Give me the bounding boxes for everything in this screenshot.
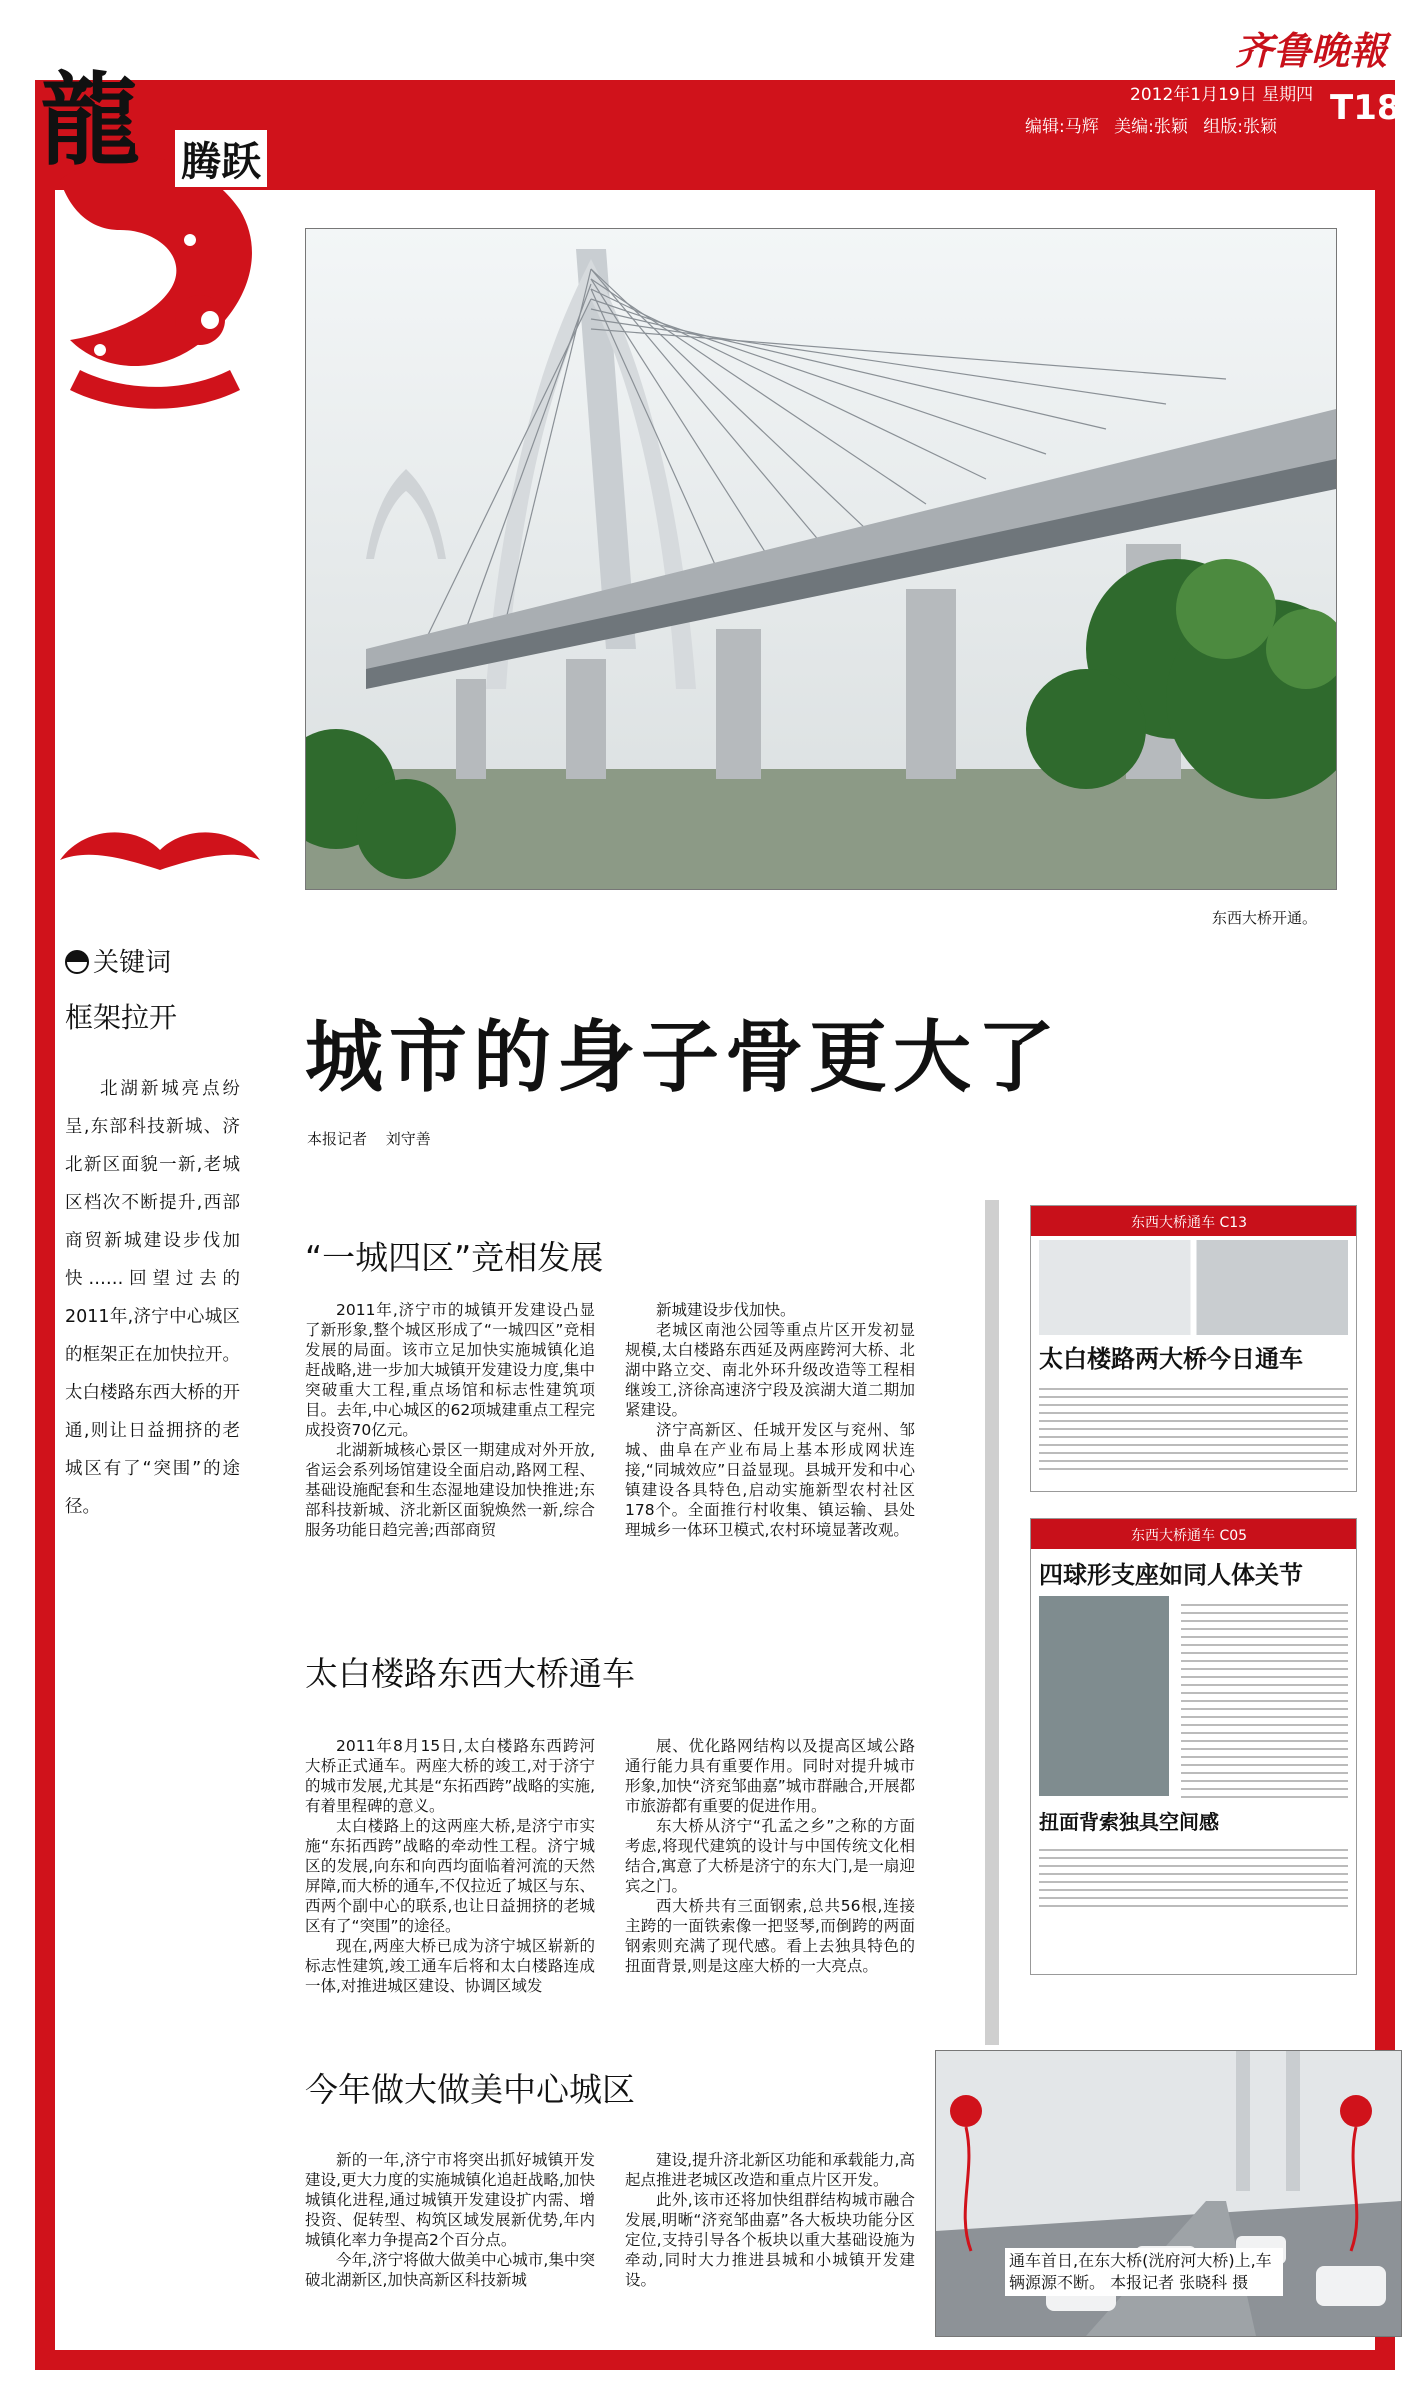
paragraph: 新城建设步伐加快。 — [656, 1301, 796, 1319]
column-divider — [985, 1200, 999, 2045]
section-2-column-2 — [625, 1736, 915, 1976]
section-2-column-1 — [305, 1736, 595, 1996]
traffic-photo-caption: 通车首日,在东大桥(洸府河大桥)上,车辆源源不断。 本报记者 张晓科 摄 — [1005, 2248, 1283, 2296]
thumbnail-photo — [1039, 1596, 1169, 1796]
section-3-column-2 — [625, 2150, 915, 2290]
thumbnail-text-block — [1181, 1598, 1348, 1798]
editor-credits: 编辑:马辉 美编:张颖 组版:张颖 — [1025, 117, 1277, 137]
masthead: 齐鲁晚報 — [1235, 28, 1388, 73]
keyword-dot-icon — [65, 950, 89, 974]
thumbnail-page: C13 — [1219, 1215, 1248, 1231]
paragraph: 太白楼路上的这两座大桥,是济宁市实施“东拓西跨”战略的牵动性工程。济宁城区的发展,向东和向西均面临着河流的天然屏障,而大桥的通车,不仅拉近了城区与东、西两个副中心的联系,也让日益拥挤的老城区有了“突围”的途径。 — [305, 1817, 595, 1935]
bridge-photo — [305, 228, 1337, 890]
frame-bottom-band — [35, 2350, 1395, 2370]
keyword-label-text: 关键词 — [93, 948, 172, 978]
paragraph: 北湖新城核心景区一期建成对外开放,省运会系列场馆建设全面启动,路网工程、基础设施配套和生态湿地建设加快推进;东部科技新城、济北新区面貌焕然一新,综合服务功能日趋完善;西部商贸 — [305, 1441, 595, 1539]
logo-word: 腾跃 — [175, 130, 267, 187]
paragraph: 东大桥从济宁“孔孟之乡”之称的方面考虑,将现代建筑的设计与中国传统文化相结合,寓意了大桥是济宁的东大门,是一扇迎宾之门。 — [625, 1817, 915, 1895]
thumbnail-band-text: 东西大桥通车 — [1131, 1215, 1215, 1231]
keyword-label — [65, 942, 171, 979]
section-1-column-2 — [625, 1300, 915, 1540]
section-title-3: 今年做大做美中心城区 — [305, 2070, 635, 2109]
sidebar-summary: 北湖新城亮点纷呈,东部科技新城、济北新区面貌一新,老城区档次不断提升,西部商贸新城建设步伐加快……回望过去的2011年,济宁中心城区的框架正在加快拉开。太白楼路东西大桥的开通,则让日益拥挤的老城区有了“突围”的途径。 — [65, 1079, 240, 1517]
thumbnail-text-block — [1039, 1382, 1348, 1472]
logo-character: 龍 — [40, 61, 140, 179]
thumbnail-band — [1031, 1206, 1356, 1236]
frame-right-band — [1375, 80, 1395, 2370]
thumbnail-text-block — [1039, 1843, 1348, 1913]
main-photo-caption: 东西大桥开通。 — [1212, 909, 1318, 927]
section-title-2: 太白楼路东西大桥通车 — [305, 1654, 635, 1693]
mustache-ornament — [55, 820, 265, 880]
paragraph: 2011年8月15日,太白楼路东西跨河大桥正式通车。两座大桥的竣工,对于济宁的城市发展,尤其是“东拓西跨”战略的实施,有着里程碑的意义。 — [305, 1737, 595, 1815]
paragraph: 此外,该市还将加快组群结构城市融合发展,明晰“济兖邹曲嘉”各大板块功能分区定位,支持引导各个板块以重大基础设施为牵动,同时大力推进县城和小城镇开发建设。 — [625, 2191, 915, 2289]
page-thumbnail-2[interactable] — [1030, 1518, 1357, 1975]
thumbnail-band-text: 东西大桥通车 — [1131, 1528, 1215, 1544]
issue-date: 2012年1月19日 星期四 — [1130, 85, 1314, 105]
paragraph: 现在,两座大桥已成为济宁城区崭新的标志性建筑,竣工通车后将和太白楼路连成一体,对推进城区建设、协调区域发 — [305, 1937, 595, 1995]
paragraph: 西大桥共有三面钢索,总共56根,连接主跨的一面铁索像一把竖琴,而倒跨的两面钢索则充满了现代感。看上去独具特色的扭面背景,则是这座大桥的一大亮点。 — [625, 1897, 915, 1975]
section-title-1: “一城四区”竞相发展 — [305, 1238, 604, 1277]
paragraph: 济宁高新区、任城开发区与兖州、邹城、曲阜在产业布局上基本形成网状连接,“同城效应”日益显现。县城开发和中心镇建设各具特色,启动实施新型农村社区178个。全面推行村收集、镇运输、县处理城乡一体环卫模式,农村环境显著改观。 — [625, 1421, 915, 1539]
scallop-border — [300, 150, 1380, 210]
paragraph: 展、优化路网结构以及提高区域公路通行能力具有重要作用。同时对提升城市形象,加快“济兖邹曲嘉”城市群融合,开展都市旅游都有重要的促进作用。 — [625, 1737, 915, 1815]
section-3-column-1 — [305, 2150, 595, 2290]
page-number: T18 — [1330, 88, 1401, 128]
thumbnail-photo — [1039, 1240, 1348, 1335]
section-1-column-1 — [305, 1300, 595, 1540]
paragraph: 今年,济宁将做大做美中心城市,集中突破北湖新区,加快高新区科技新城 — [305, 2251, 595, 2289]
paragraph: 建设,提升济北新区功能和承载能力,高起点推进老城区改造和重点片区开发。 — [625, 2151, 915, 2189]
article-byline: 本报记者 刘守善 — [307, 1130, 431, 1148]
thumbnail-subheadline: 扭面背索独具空间感 — [1039, 1810, 1219, 1834]
thumbnail-headline: 太白楼路两大桥今日通车 — [1039, 1345, 1303, 1373]
frame-left-band — [35, 80, 55, 2370]
thumbnail-band — [1031, 1519, 1356, 1549]
thumbnail-page: C05 — [1219, 1528, 1248, 1544]
article-headline: 城市的身子骨更大了 — [305, 1013, 1062, 1103]
page-thumbnail-1[interactable] — [1030, 1205, 1357, 1492]
paragraph: 老城区南池公园等重点片区开发初显规模,太白楼路东西延及两座跨河大桥、北湖中路立交、南北外环升级改造等工程相继竣工,济徐高速济宁段及滨湖大道二期加紧建设。 — [625, 1321, 915, 1419]
thumbnail-headline: 四球形支座如同人体关节 — [1039, 1561, 1303, 1589]
paragraph: 2011年,济宁市的城镇开发建设凸显了新形象,整个城区形成了“一城四区”竞相发展的局面。该市立足加快实施城镇化追赶战略,进一步加大城镇开发建设力度,集中突破重大工程,重点场馆和标志性建筑项目。去年,中心城区的62项城建重点工程完成投资70亿元。 — [305, 1301, 595, 1439]
paragraph: 新的一年,济宁市将突出抓好城镇开发建设,更大力度的实施城镇化追赶战略,加快城镇化进程,通过城镇开发建设扩内需、增投资、促转型、构筑区域发展新优势,年内城镇化率力争提高2个百分点。 — [305, 2151, 595, 2249]
keyword-title: 框架拉开 — [65, 1001, 178, 1034]
